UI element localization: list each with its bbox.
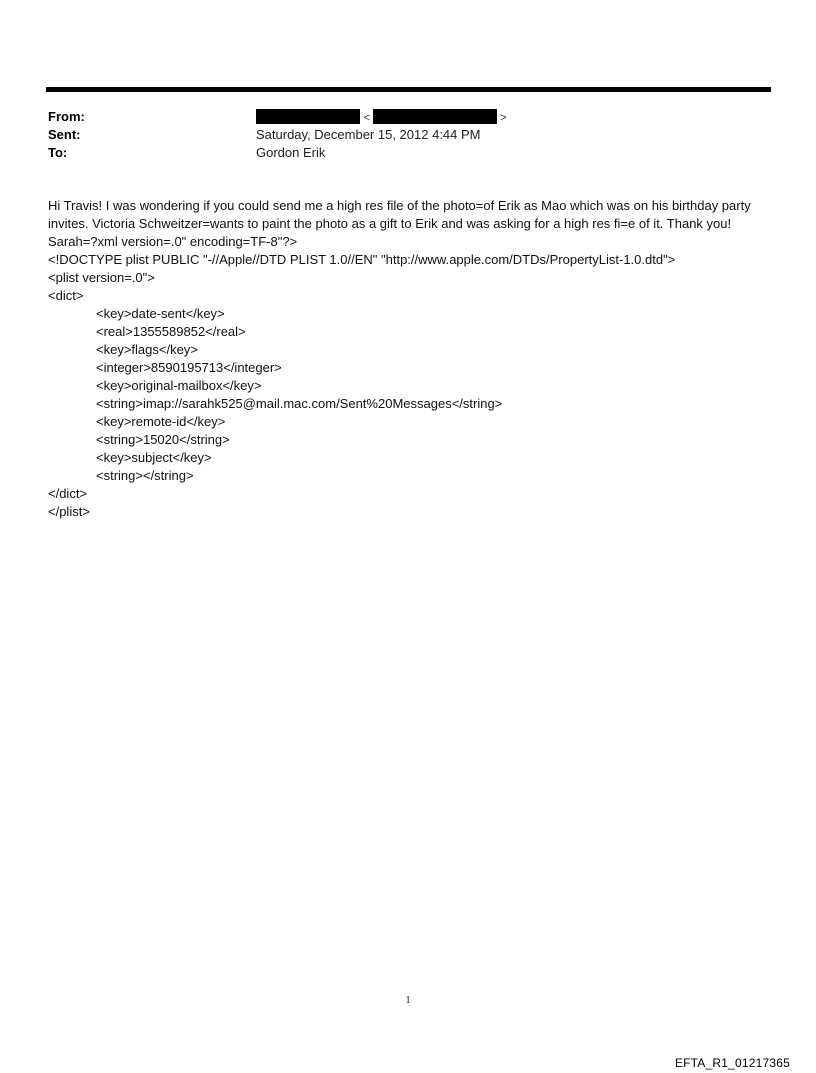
indented-body-line: <string></string>	[96, 468, 194, 483]
indented-body-line: <string>imap://sarahk525@mail.mac.com/Sent%20Messages</string>	[96, 396, 503, 411]
body-line: Sarah=?xml version=.0" encoding=TF-8"?>	[48, 234, 298, 249]
sent-row	[48, 126, 748, 144]
sent-value: Saturday, December 15, 2012 4:44 PM	[256, 127, 481, 142]
body-line: <!DOCTYPE plist PUBLIC "-//Apple//DTD PLIST 1.0//EN" "http://www.apple.com/DTDs/PropertyList-1.0.dtd">	[48, 252, 676, 267]
indented-body-line: <key>remote-id</key>	[96, 414, 226, 429]
to-label: To:	[48, 145, 68, 160]
from-open-bracket: <	[363, 112, 371, 124]
closing-line: </dict>	[48, 486, 88, 501]
from-value	[256, 108, 507, 127]
email-body	[48, 197, 766, 521]
redacted-sender-email	[373, 109, 497, 124]
indented-body-line: <key>subject</key>	[96, 450, 212, 465]
from-label: From:	[48, 109, 85, 124]
from-close-bracket: >	[500, 112, 507, 124]
indented-body-line: <key>original-mailbox</key>	[96, 378, 262, 393]
to-value: Gordon Erik	[256, 145, 326, 160]
sent-label: Sent:	[48, 127, 81, 142]
body-line: <dict>	[48, 288, 84, 303]
indented-body-line: <key>flags</key>	[96, 342, 198, 357]
email-header	[48, 108, 748, 162]
to-row	[48, 144, 748, 162]
body-line: <plist version=.0">	[48, 270, 155, 285]
header-divider	[46, 87, 771, 92]
indented-body-line: <integer>8590195713</integer>	[96, 360, 282, 375]
page-number: 1	[405, 995, 411, 1006]
indented-body-line: <real>1355589852</real>	[96, 324, 246, 339]
from-row	[48, 108, 748, 126]
document-id: EFTA_R1_01217365	[674, 1056, 790, 1070]
message-paragraph: Hi Travis! I was wondering if you could send me a high res file of the photo=of Erik as Mao which was on his birthday party invites. Victoria Schweitzer=wants to paint the photo as a gift to Erik and was asking for a high res fi=e of it. Thank you!	[48, 198, 751, 231]
indented-body-line: <string>15020</string>	[96, 432, 230, 447]
closing-line: </plist>	[48, 504, 90, 519]
indented-body-line: <key>date-sent</key>	[96, 306, 225, 321]
redacted-sender-name	[256, 109, 360, 124]
